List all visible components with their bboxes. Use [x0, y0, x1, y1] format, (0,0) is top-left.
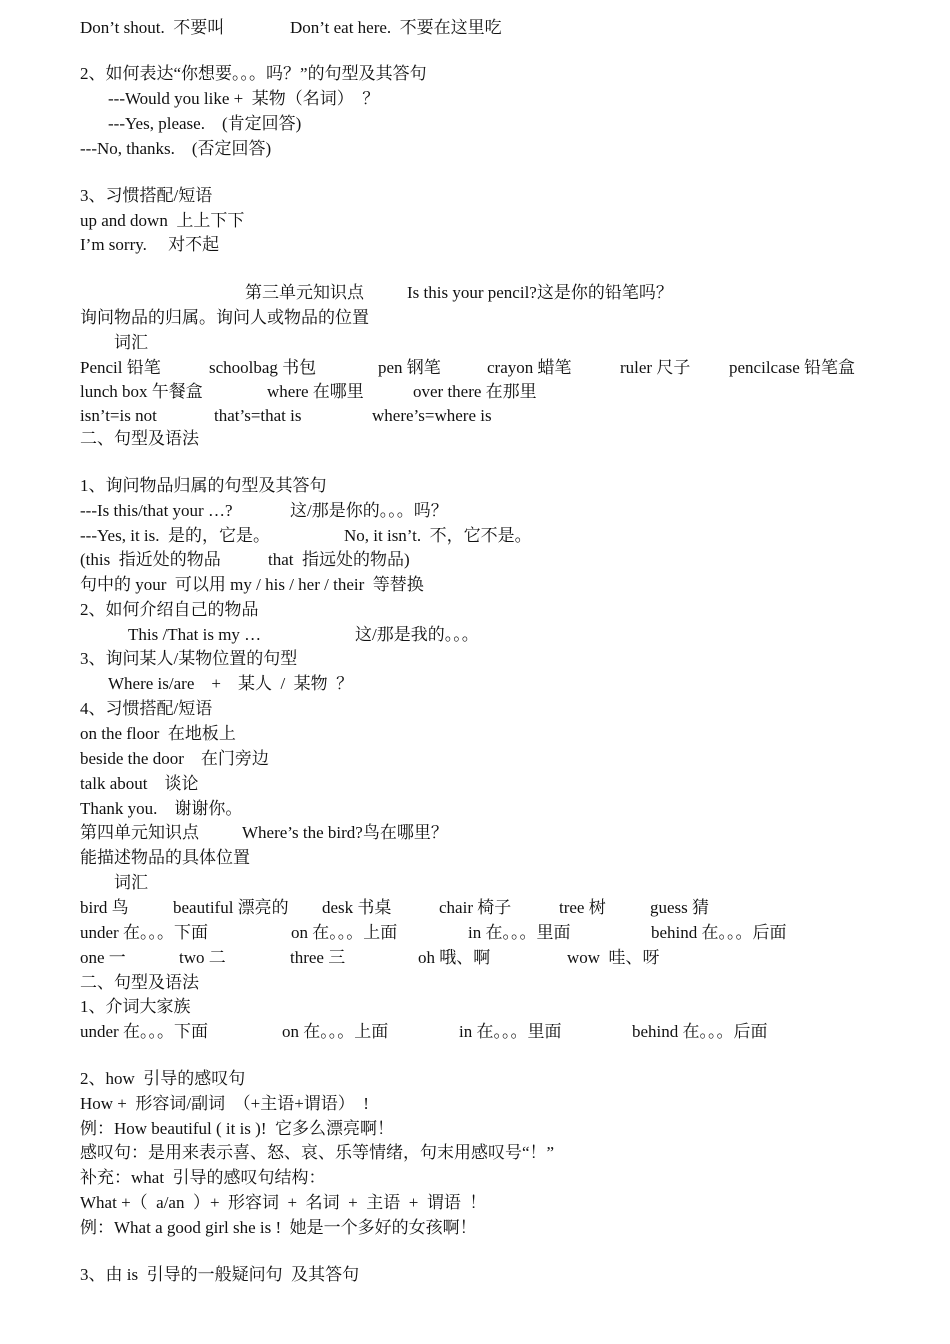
vocab-item: where 在哪里: [267, 382, 364, 401]
unit-title: Is this your pencil?这是你的铅笔吗？: [407, 283, 673, 302]
vocab-item: under 在。。。下面: [80, 923, 208, 942]
section-heading: 3、习惯搭配/短语: [80, 186, 213, 205]
section-heading: 二、句型及语法: [80, 973, 199, 992]
vocab-item: behind 在。。。后面: [651, 923, 787, 942]
text-line: 询问物品的归属。询问人或物品的位置: [80, 308, 369, 327]
text-line: ---Yes, please. (肯定回答): [108, 114, 302, 133]
text-line: I’m sorry. 对不起: [80, 235, 220, 254]
text-line: 感叹句：是用来表示喜、怒、哀、乐等情绪，句末用感叹号“！”: [80, 1143, 555, 1162]
text-line: ---Yes, it is. 是的，它是。: [80, 526, 271, 545]
text-line: 能描述物品的具体位置: [80, 848, 250, 867]
vocab-item: over there 在那里: [413, 382, 537, 401]
section-heading: 3、由 is 引导的一般疑问句 及其答句: [80, 1265, 360, 1284]
vocab-item: lunch box 午餐盒: [80, 382, 203, 401]
text-line: What +（ a/an ）+ 形容词 + 名词 + 主语 + 谓语 ！: [80, 1193, 487, 1212]
vocab-item: wow 哇、呀: [567, 948, 660, 967]
vocab-item: ruler 尺子: [620, 358, 691, 377]
vocab-item: three 三: [290, 948, 346, 967]
text-line: on 在。。。上面: [282, 1022, 389, 1041]
section-heading: 2、how 引导的感叹句: [80, 1069, 246, 1088]
vocab-item: where’s=where is: [372, 406, 492, 425]
vocab-item: chair 椅子: [439, 898, 512, 917]
text-line: Don’t eat here. 不要在这里吃: [290, 18, 502, 37]
vocab-item: beautiful 漂亮的: [173, 898, 289, 917]
text-line: ---Is this/that your …?: [80, 501, 233, 520]
text-line: behind 在。。。后面: [632, 1022, 768, 1041]
vocab-item: desk 书桌: [322, 898, 392, 917]
text-line: 例：How beautiful ( it is )! 它多么漂亮啊！: [80, 1119, 394, 1138]
text-line: Don’t shout. 不要叫: [80, 18, 225, 37]
section-heading: 3、询问某人/某物位置的句型: [80, 649, 298, 668]
vocab-item: on 在。。。上面: [291, 923, 398, 942]
vocab-item: that’s=that is: [214, 406, 302, 425]
text-line: 这/那是你的。。。吗？: [290, 501, 448, 520]
section-heading: 1、介词大家族: [80, 997, 191, 1016]
text-line: in 在。。。里面: [459, 1022, 562, 1041]
text-line: under 在。。。下面: [80, 1022, 208, 1041]
section-heading: 二、句型及语法: [80, 429, 199, 448]
unit-title: 第三单元知识点: [245, 283, 364, 302]
text-line: How + 形容词/副词 （+主语+谓语） !: [80, 1094, 369, 1113]
vocab-item: bird 鸟: [80, 898, 129, 917]
section-heading: 2、如何介绍自己的物品: [80, 600, 259, 619]
vocab-item: guess 猜: [650, 898, 710, 917]
text-line: (this 指近处的物品: [80, 550, 221, 569]
text-line: 补充：what 引导的感叹句结构：: [80, 1168, 326, 1187]
section-heading: 2、如何表达“你想要。。。吗？”的句型及其答句: [80, 64, 427, 83]
unit-title: Where’s the bird?鸟在哪里？: [242, 823, 448, 842]
vocab-item: two 二: [179, 948, 226, 967]
text-line: up and down 上上下下: [80, 211, 245, 230]
unit-title: 第四单元知识点: [80, 823, 199, 842]
text-line: ---No, thanks. (否定回答): [80, 139, 272, 158]
text-line: beside the door 在门旁边: [80, 749, 269, 768]
vocab-item: pen 钢笔: [378, 358, 441, 377]
text-line: No, it isn’t. 不，它不是。: [344, 526, 532, 545]
vocab-item: pencilcase 铅笔盒: [729, 358, 856, 377]
text-line: Thank you. 谢谢你。: [80, 799, 243, 818]
vocab-item: schoolbag 书包: [209, 358, 317, 377]
text-line: ---Would you like + 某物（名词） ？: [108, 89, 380, 108]
text-line: talk about 谈论: [80, 774, 199, 793]
section-heading: 4、习惯搭配/短语: [80, 699, 213, 718]
text-line: This /That is my …: [128, 625, 262, 644]
vocab-item: one 一: [80, 948, 126, 967]
text-line: Where is/are + 某人 / 某物 ？: [108, 674, 354, 693]
section-heading: 1、询问物品归属的句型及其答句: [80, 476, 327, 495]
text-line: 这/那是我的。。。: [355, 625, 479, 644]
section-heading: 词汇: [114, 873, 148, 892]
text-line: that 指远处的物品): [268, 550, 410, 569]
text-line: on the floor 在地板上: [80, 724, 236, 743]
vocab-item: in 在。。。里面: [468, 923, 571, 942]
vocab-item: Pencil 铅笔: [80, 358, 161, 377]
section-heading: 词汇: [114, 333, 148, 352]
vocab-item: crayon 蜡笔: [487, 358, 572, 377]
vocab-item: tree 树: [559, 898, 606, 917]
text-line: 句中的 your 可以用 my / his / her / their 等替换: [80, 575, 424, 594]
vocab-item: oh 哦、啊: [418, 948, 491, 967]
text-line: 例：What a good girl she is ! 她是一个多好的女孩啊！: [80, 1218, 477, 1237]
vocab-item: isn’t=is not: [80, 406, 157, 425]
